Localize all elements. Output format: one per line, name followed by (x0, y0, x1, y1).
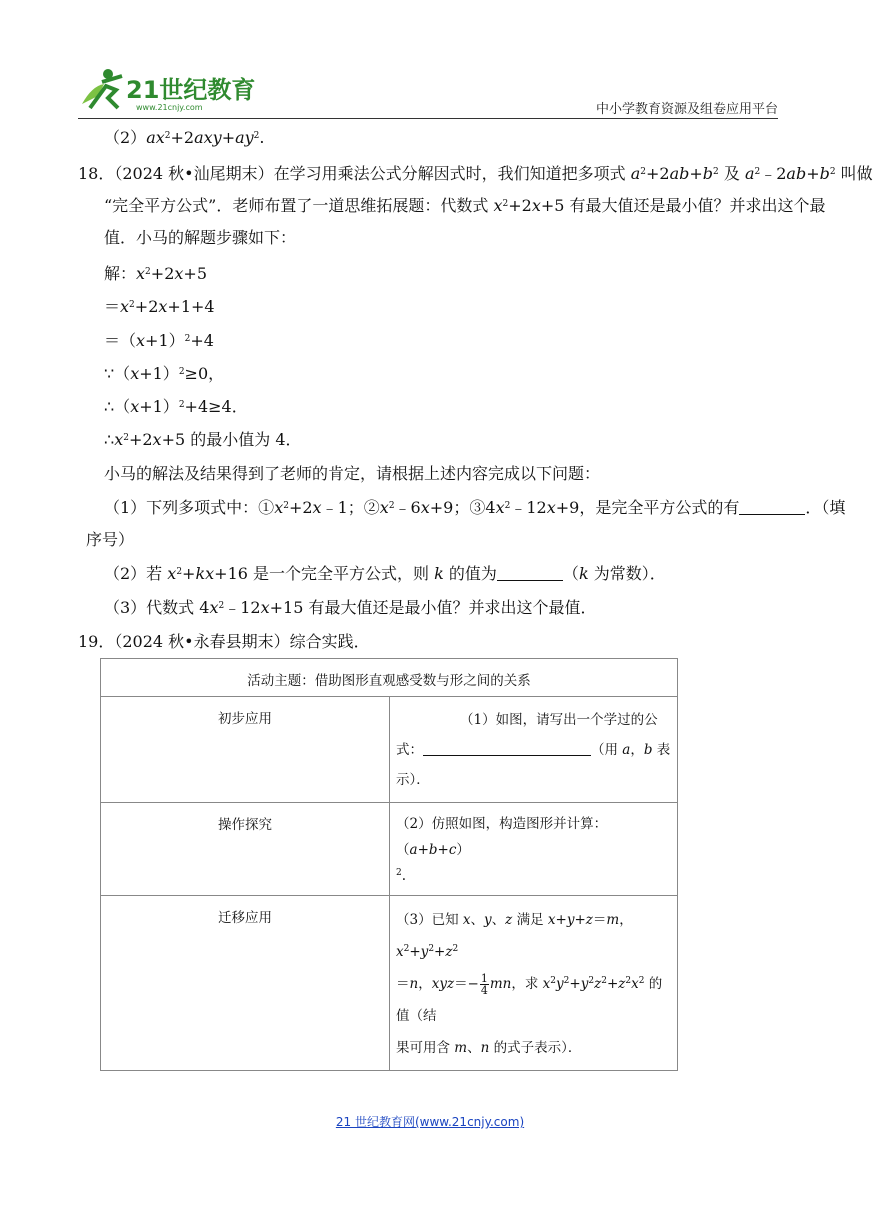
footer-link[interactable]: 21 世纪教育网(www.21cnjy.com) (335, 1115, 525, 1129)
q18-sub3: （3）代数式 $4x^2﹣12x+15$ 有最大值还是最小值？并求出这个最值． (104, 598, 597, 617)
q17-part2: $(2)ax^2+2axy+ay^2$. (104, 128, 265, 147)
q18-sub1-cont: 序号） (86, 530, 135, 549)
q18-line1: 18．（2024 秋•汕尾期末）在学习用乘法公式分解因式时，我们知道把多项式 $a^2+2ab+b^2$ 及 $a^2﹣2ab+b^2$ 叫做 (78, 164, 873, 183)
activity-table (100, 658, 678, 1071)
answer-blank-2[interactable] (497, 566, 563, 581)
logo-icon (78, 64, 268, 112)
svg-text:21世纪教育: 21世纪教育 (126, 76, 256, 104)
page-footer (0, 1113, 860, 1130)
answer-blank-formula[interactable] (423, 741, 591, 756)
q18-sub1: （1）下列多项式中：$①x^2+2x﹣1$；$②x^2﹣6x+9$；$③4x^2﹣12x+9$，是完全平方公式的有 ．（填 (104, 498, 846, 517)
answer-blank-1[interactable] (739, 500, 805, 515)
row-label-transfer: 迁移应用 (101, 896, 390, 1071)
row-content-transfer: （3）已知 x、y、z 满足 x+y+z＝m，$x^2+y^2+z^2$ ＝n，xyz＝− $\frac{1}{4}$ mn，求 $x^2y^2+y^2z^2+z^2x^2$ 的值（结 果可用含 m、n 的式子表示）． (390, 896, 678, 1071)
q18-line3: 值．小马的解题步骤如下： (104, 228, 297, 247)
row-label-initial: 初步应用 (101, 697, 390, 803)
header-platform-text: 中小学教育资源及组卷应用平台 (595, 102, 778, 117)
row-content-initial: （1）如图，请写出一个学过的公 式： （用 a，b 表 示）． (390, 697, 678, 803)
solution-step-3: $=(x+1)^2+4$ (104, 331, 214, 350)
q18-sub2: （2）若 $x^2+kx+16$ 是一个完全平方公式，则 k 的值为 （k 为常数）． (104, 564, 666, 583)
header-divider (78, 118, 778, 119)
row-content-explore: （2）仿照如图，构造图形并计算：（a+b+c） $^2$. (390, 803, 678, 896)
svg-text:www.21cnjy.com: www.21cnjy.com (136, 103, 203, 112)
solution-step-2: $=x^2+2x+1+4$ (104, 297, 215, 316)
solution-step-1: 解：$x^2+2x+5$ (104, 264, 207, 283)
page-header (78, 62, 778, 120)
fraction-quarter: $\frac{1}{4}$ (480, 972, 488, 997)
table-header: 活动主题：借助图形直观感受数与形之间的关系 (101, 659, 678, 697)
solution-step-4: $\because(x+1)^2\ge 0$， (104, 364, 225, 383)
q18-line2: “完全平方公式”．老师布置了一道思维拓展题：代数式 $x^2+2x+5$ 有最大值还是最小值？并求出这个最 (104, 196, 826, 215)
row-label-explore: 操作探究 (101, 803, 390, 896)
solution-step-5: $\therefore(x+1)^2+4\ge 4$． (104, 397, 248, 416)
q18-comment: 小马的解法及结果得到了老师的肯定，请根据上述内容完成以下问题： (104, 464, 601, 483)
q19-title: 19．（2024 秋•永春县期末）综合实践． (78, 632, 370, 651)
solution-step-6: $\therefore x^2+2x+5$ 的最小值为 4． (104, 430, 302, 449)
